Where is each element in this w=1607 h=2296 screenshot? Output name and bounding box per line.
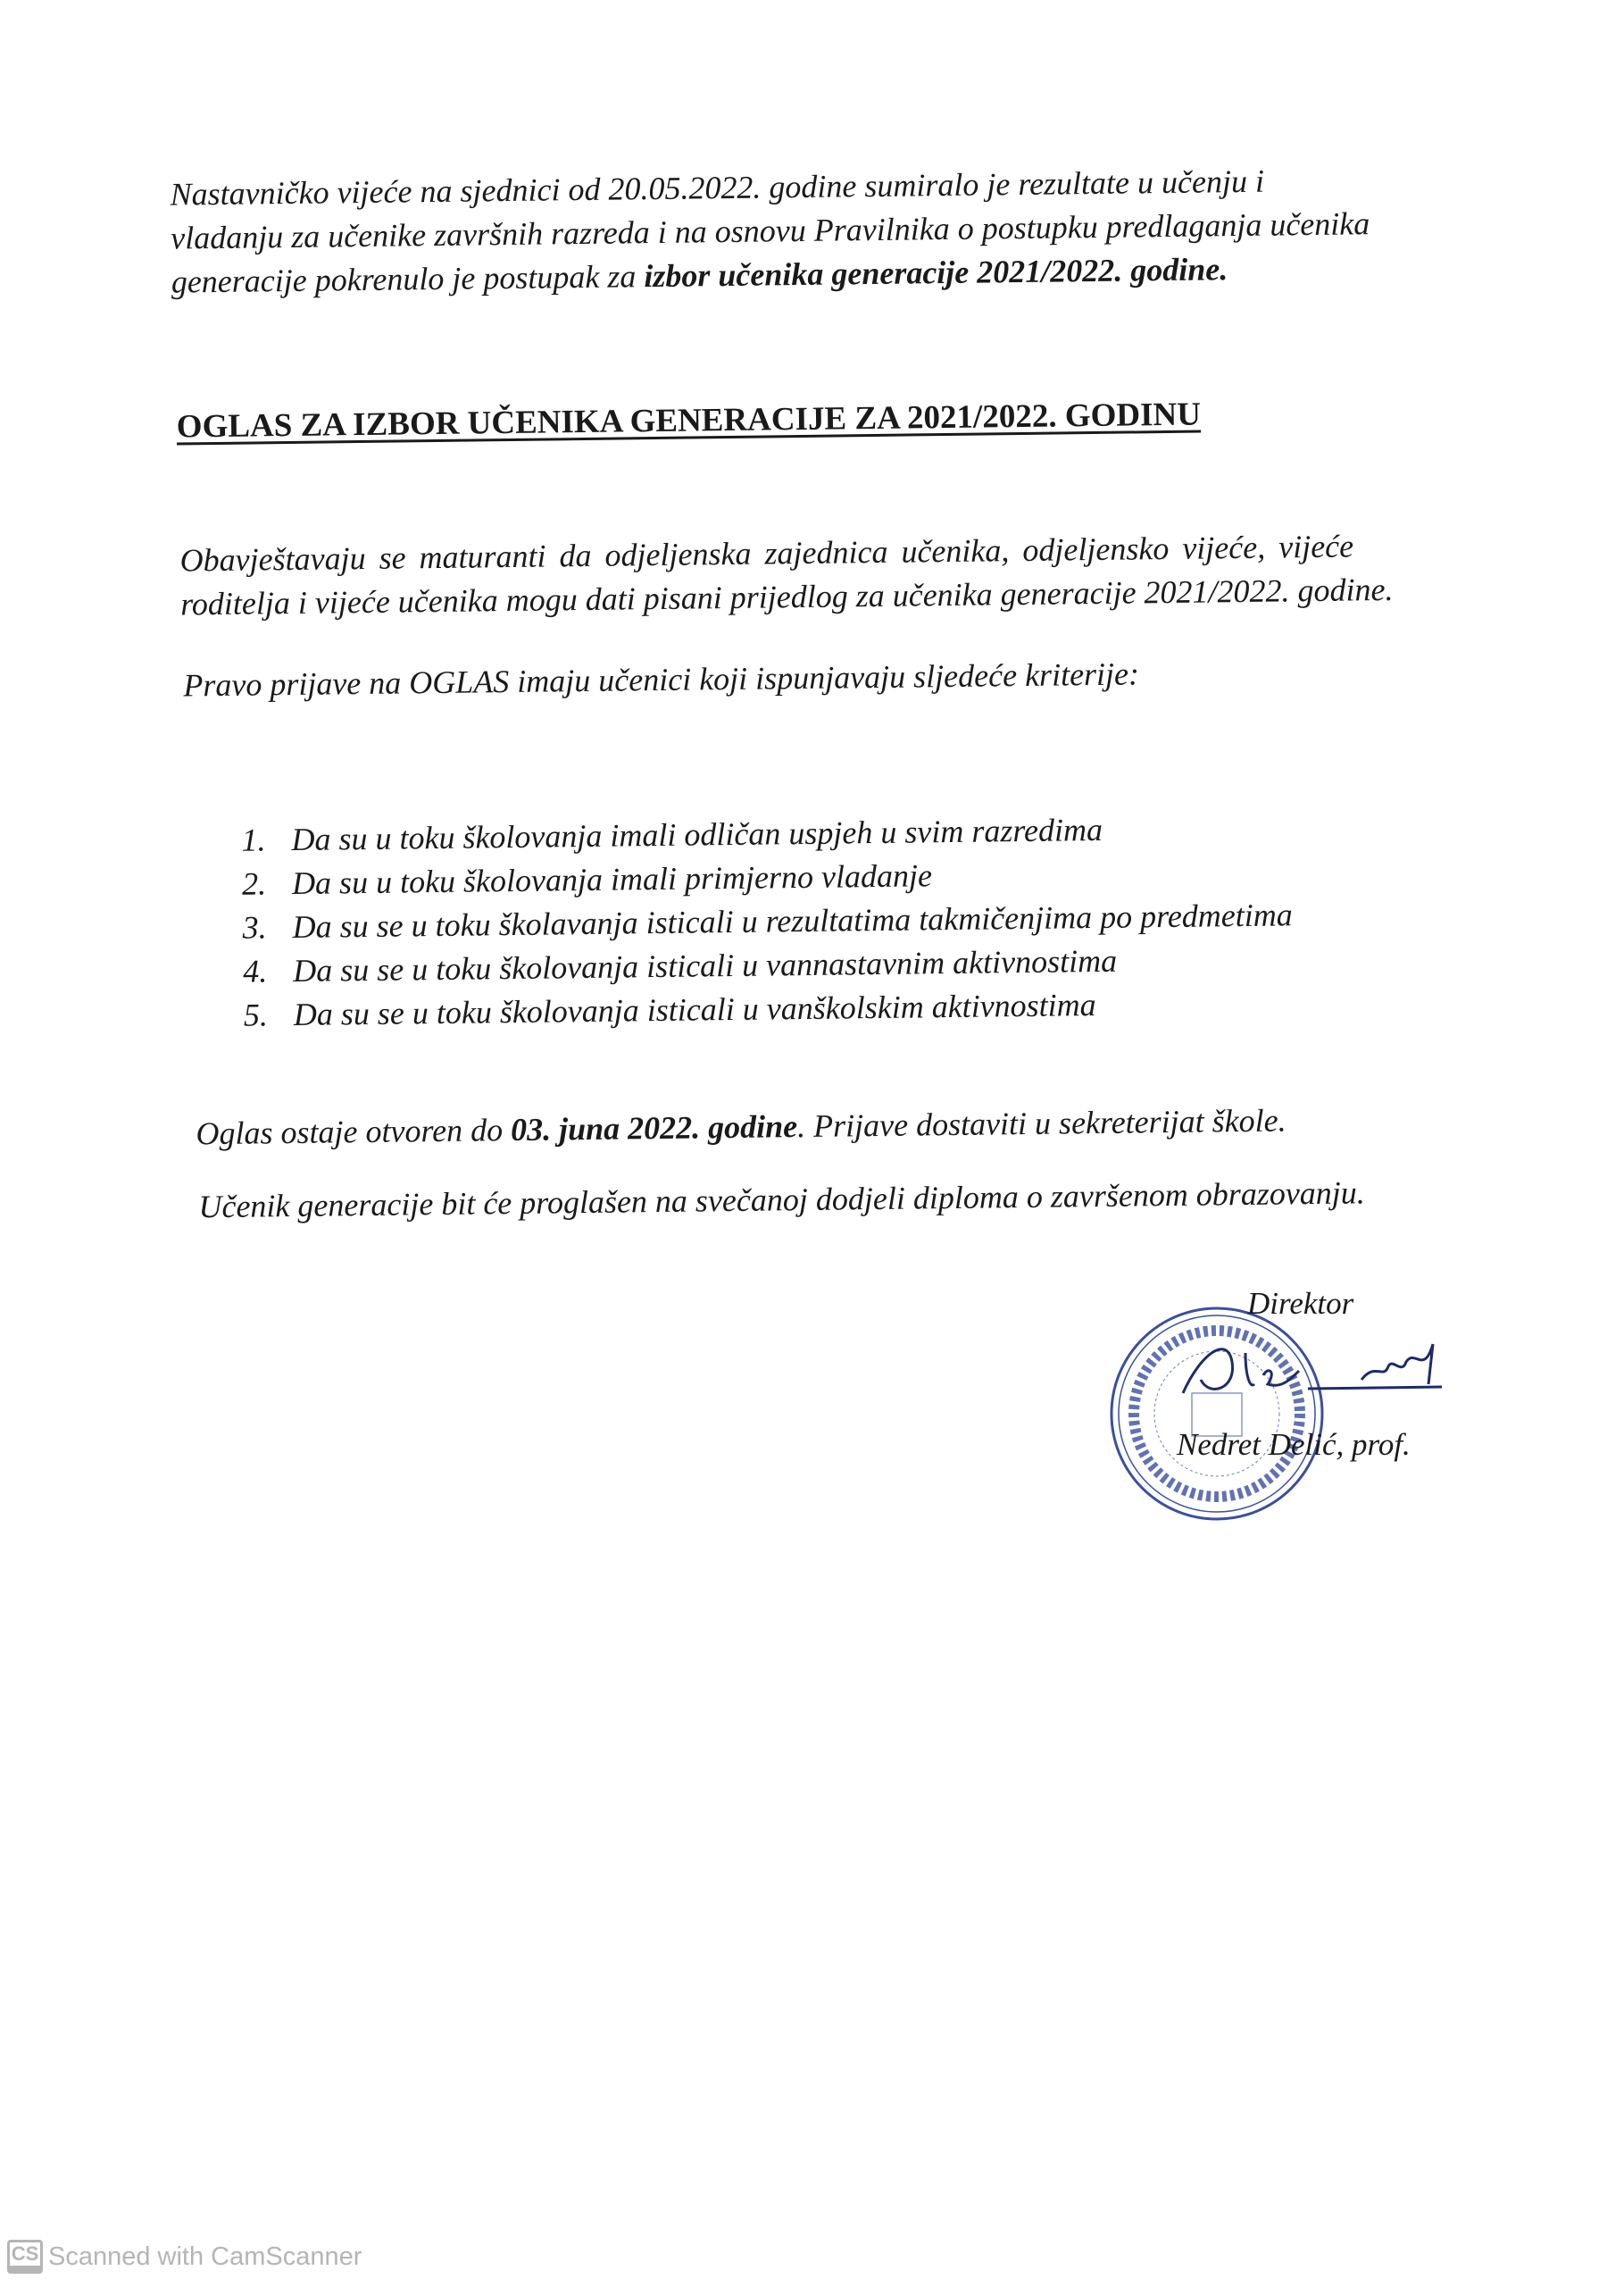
deadline-line [196,1101,1286,1152]
intro-line-1: Nastavničko vijeće na sjednici od 20.05.2022. godine sumiralo je rezultate u učenju i [170,163,1265,213]
criterion-text: Da su se u toku školovanja isticali u vannastavnim aktivnostima [292,942,1118,989]
intro-line-3-bold: izbor učenika generacije 2021/2022. godine. [644,251,1228,295]
criteria-intro: Pravo prijave na OGLAS imaju učenici koji ispunjavaju sljedeće kriterije: [183,655,1140,704]
camscanner-footer [7,2240,362,2274]
deadline-text: Oglas ostaje otvoren do [196,1112,512,1152]
notice-line-1: Obavještavaju se maturanti da odjeljenska zajednica učenika, odjeljensko vijeće, vijeće [179,528,1354,579]
criterion-text: Da su u toku školovanja imali odličan uspjeh u svim razredima [291,811,1103,858]
criterion-text: Da su u toku školovanja imali primjerno vladanje [291,857,933,902]
deadline-text-2: . Prijave dostaviti u sekreterijat škole. [796,1102,1286,1145]
criterion-number: 4. [243,953,268,989]
criterion-number: 5. [243,997,269,1033]
director-name: Nedret Delić, prof. [1177,1427,1411,1462]
announcement-heading: OGLAS ZA IZBOR UČENIKA GENERACIJE ZA 2021/2022. GODINU [176,396,1202,446]
criterion-number: 1. [241,822,266,858]
notice-line-2: roditelja i vijeće učenika mogu dati pisani prijedlog za učenika generacije 2021/2022. godine. [179,571,1394,622]
signature [1165,1326,1460,1415]
criterion-text: Da su se u toku školavanja isticali u rezultatima takmičenjima po predmetima [292,897,1293,946]
intro-line-3-text: generacije pokrenulo je postupak za [171,258,645,300]
director-title: Direktor [1247,1286,1354,1321]
criterion-number: 2. [241,865,267,902]
deadline-date: 03. juna 2022. godine [510,1108,798,1148]
camscanner-text: Scanned with CamScanner [48,2242,362,2271]
criterion-text: Da su se u toku školovanja isticali u vanškolskim aktivnostima [293,987,1096,1032]
intro-line-2: vladanju za učenike završnih razreda i na osnovu Pravilnika o postupku predlaganja učenika [170,205,1370,256]
closing-line: Učenik generacije bit će proglašen na svečanoj dodjeli diploma o završenom obrazovanju. [198,1174,1366,1225]
criterion-number: 3. [242,909,267,946]
intro-line-3 [171,250,1228,300]
camscanner-logo-icon: CS [7,2240,43,2274]
